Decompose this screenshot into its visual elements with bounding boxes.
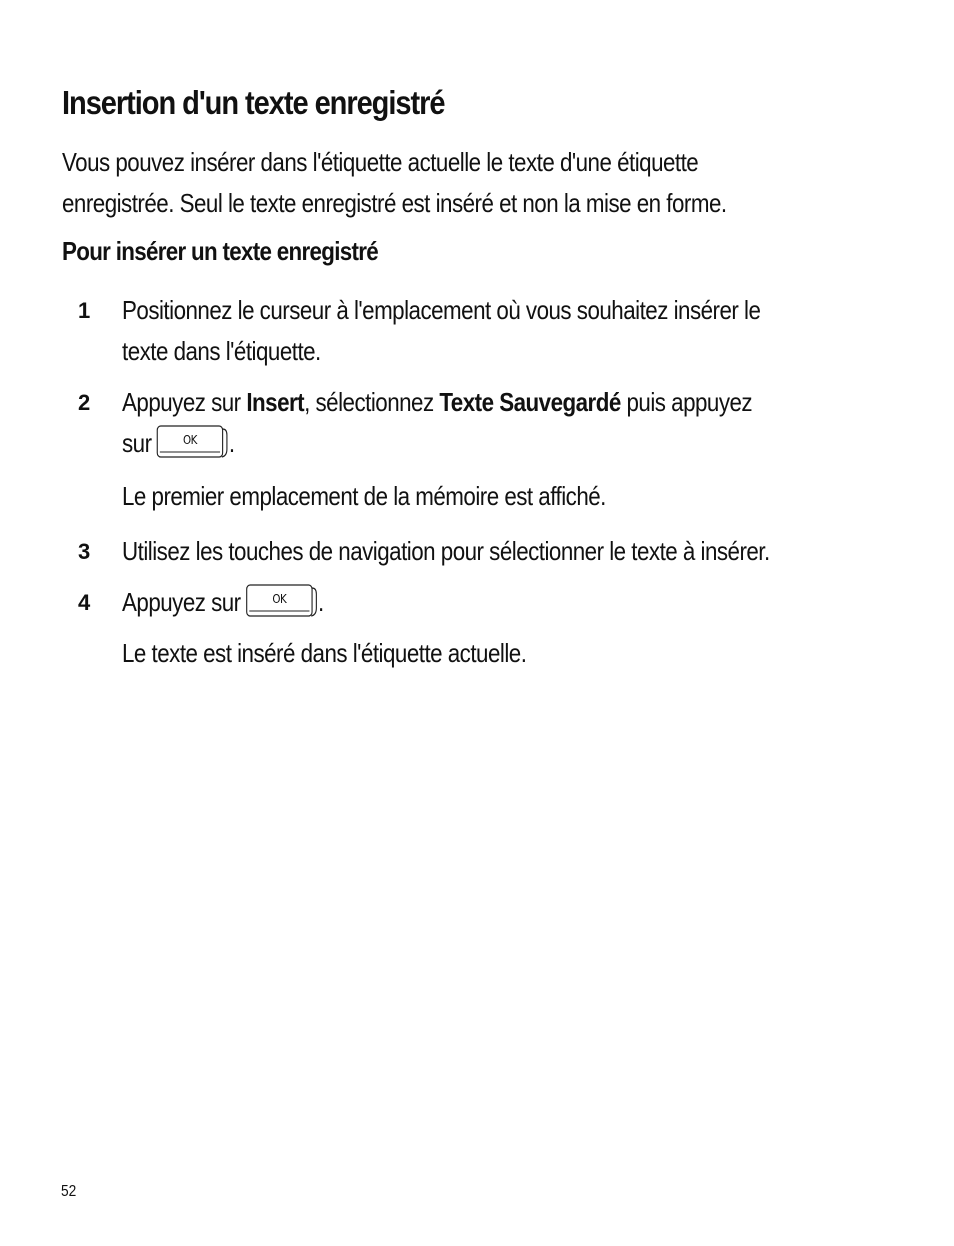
step-note: Le premier emplacement de la mémoire est affiché. <box>122 481 606 511</box>
step-line: Positionnez le curseur à l'emplacement où vous souhaitez insérer le <box>122 295 761 325</box>
step-text-run: puis appuyez <box>620 387 753 417</box>
step-line: texte dans l'étiquette. <box>122 336 321 366</box>
step-text-run: Appuyez sur <box>122 587 241 617</box>
step-2-text <box>122 382 752 517</box>
step-3-text <box>122 531 770 572</box>
page-title: Insertion d'un texte enregistré <box>62 84 445 121</box>
step-1-text <box>122 290 760 372</box>
ok-key-icon <box>246 584 318 616</box>
step-text-run: Appuyez sur <box>122 387 247 417</box>
step-number: 2 <box>78 390 91 415</box>
intro-line: enregistrée. Seul le texte enregistré est inséré et non la mise en forme. <box>62 188 727 218</box>
intro-paragraph <box>62 142 819 224</box>
ok-key-icon <box>157 425 229 457</box>
step-number: 4 <box>78 590 91 615</box>
step-4-text <box>122 582 526 674</box>
step-number: 1 <box>78 298 91 323</box>
step-text-run: . <box>318 587 324 617</box>
insert-key-name: Insert <box>246 387 305 417</box>
step-line <box>122 582 526 623</box>
step-text-run: . <box>228 428 235 458</box>
step-line <box>122 382 752 423</box>
step-line: Utilisez les touches de navigation pour sélectionner le texte à insérer. <box>122 536 770 566</box>
step-note: Le texte est inséré dans l'étiquette actuelle. <box>122 638 527 668</box>
section-subtitle: Pour insérer un texte enregistré <box>62 236 378 266</box>
ok-key-label: OK <box>183 433 198 448</box>
step-number: 3 <box>78 539 91 564</box>
intro-line: Vous pouvez insérer dans l'étiquette actuelle le texte d'une étiquette <box>62 147 699 177</box>
step-text-run: , sélectionnez <box>304 387 440 417</box>
page-number: 52 <box>61 1183 77 1200</box>
step-line <box>122 423 752 464</box>
step-text-run: sur <box>122 428 152 458</box>
ok-key-label: OK <box>272 592 287 607</box>
saved-text-menu-name: Texte Sauvegardé <box>439 387 621 417</box>
